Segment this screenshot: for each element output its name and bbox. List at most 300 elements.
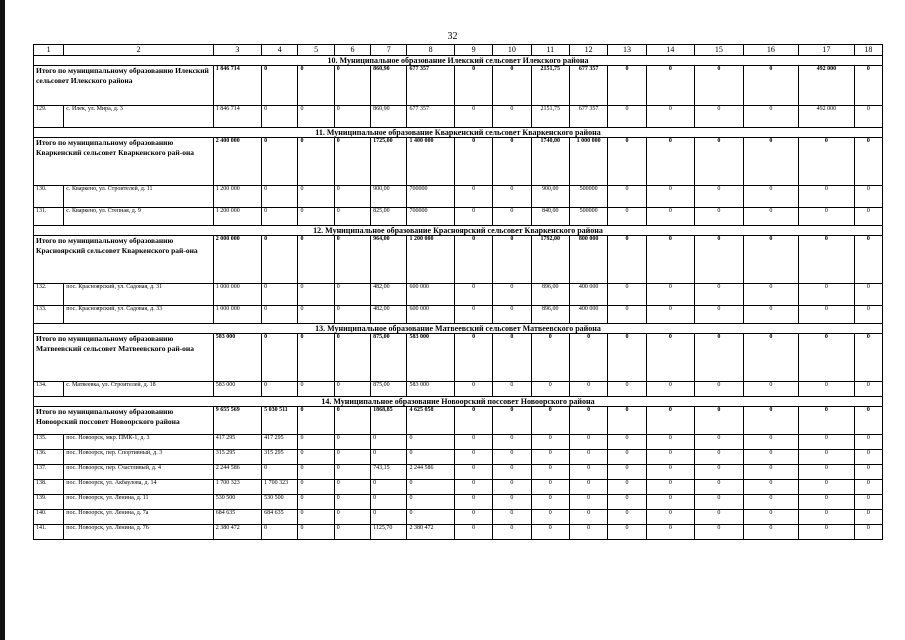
value-cell: 0: [262, 525, 298, 540]
total-value: 1 846 714: [213, 66, 261, 106]
value-cell: 0: [298, 435, 334, 450]
total-value: 5 030 511: [262, 407, 298, 435]
value-cell: 0: [854, 510, 882, 525]
total-label: Итого по муниципальному образованию Матвеевский сельсовет Матвеевского рай-она: [34, 334, 214, 382]
total-value: 0: [334, 334, 370, 382]
value-cell: 700000: [407, 186, 454, 208]
value-cell: 0: [646, 525, 694, 540]
value-cell: 0: [493, 186, 531, 208]
total-value: 1725,00: [371, 138, 407, 186]
value-cell: 0: [334, 525, 370, 540]
section-total-row: [34, 407, 883, 435]
value-cell: 0: [646, 208, 694, 226]
value-cell: 500000: [569, 186, 607, 208]
value-cell: 0: [646, 480, 694, 495]
value-cell: 0: [493, 450, 531, 465]
value-cell: 0: [493, 435, 531, 450]
value-cell: 0: [854, 525, 882, 540]
value-cell: 0: [334, 306, 370, 324]
value-cell: 0: [646, 495, 694, 510]
value-cell: 0: [334, 106, 370, 128]
section-total-row: [34, 236, 883, 284]
value-cell: 0: [743, 306, 799, 324]
value-cell: 0: [262, 106, 298, 128]
budget-table: [33, 44, 883, 540]
value-cell: 0: [531, 450, 569, 465]
section-heading-row: [34, 56, 883, 66]
value-cell: 0: [298, 306, 334, 324]
value-cell: 0: [334, 284, 370, 306]
section-heading-row: [34, 226, 883, 236]
value-cell: 0: [799, 450, 855, 465]
total-value: 875,00: [371, 334, 407, 382]
total-value: 0: [608, 334, 646, 382]
section-total-row: [34, 66, 883, 106]
total-value: 0: [334, 66, 370, 106]
value-cell: 0: [493, 495, 531, 510]
value-cell: 0: [407, 450, 454, 465]
value-cell: 0: [454, 186, 492, 208]
value-cell: 743,15: [371, 465, 407, 480]
total-value: 0: [646, 236, 694, 284]
total-value: 0: [646, 66, 694, 106]
value-cell: 0: [646, 450, 694, 465]
value-cell: 0: [799, 480, 855, 495]
value-cell: 0: [454, 450, 492, 465]
value-cell: 0: [493, 382, 531, 397]
value-cell: 0: [854, 450, 882, 465]
total-value: 0: [646, 138, 694, 186]
value-cell: 0: [608, 284, 646, 306]
address-cell: пос. Новоорск, ул. Ленина, д. 7а: [64, 510, 213, 525]
value-cell: 0: [569, 480, 607, 495]
total-value: 0: [743, 138, 799, 186]
total-value: 492 000: [799, 66, 855, 106]
value-cell: 0: [854, 106, 882, 128]
building-row: [34, 450, 883, 465]
value-cell: 0: [334, 510, 370, 525]
value-cell: 0: [743, 435, 799, 450]
value-cell: 0: [454, 106, 492, 128]
value-cell: 0: [743, 186, 799, 208]
total-value: 0: [298, 407, 334, 435]
address-cell: пос. Новоорск, ул. Ленина, д. 76: [64, 525, 213, 540]
value-cell: 417 295: [213, 435, 261, 450]
building-row: [34, 510, 883, 525]
row-number: 137.: [34, 465, 64, 480]
row-number: 134.: [34, 382, 64, 397]
value-cell: 0: [493, 480, 531, 495]
address-cell: пос. Красноярский, ул. Садовая, д. 31: [64, 284, 213, 306]
value-cell: 0: [454, 284, 492, 306]
total-value: 0: [799, 407, 855, 435]
value-cell: 0: [608, 306, 646, 324]
total-value: 1740,00: [531, 138, 569, 186]
building-row: [34, 465, 883, 480]
value-cell: 0: [608, 435, 646, 450]
total-value: 0: [743, 236, 799, 284]
scan-edge-bar: [0, 0, 5, 640]
section-title: 14. Муниципальное образование Новоорский поссовет Новоорского района: [34, 397, 883, 407]
address-cell: пос. Новоорск, мкр. ПМК-1, д. 3: [64, 435, 213, 450]
column-header: 18: [854, 45, 882, 56]
column-header: 17: [799, 45, 855, 56]
value-cell: 0: [454, 465, 492, 480]
value-cell: 0: [608, 495, 646, 510]
value-cell: 0: [454, 480, 492, 495]
total-value: 0: [298, 334, 334, 382]
value-cell: 0: [569, 495, 607, 510]
column-header: 5: [298, 45, 334, 56]
value-cell: 0: [743, 495, 799, 510]
value-cell: 0: [695, 525, 743, 540]
value-cell: 2 380 472: [213, 525, 261, 540]
value-cell: 0: [743, 510, 799, 525]
address-cell: пос. Новоорск, пер. Счастливый, д. 4: [64, 465, 213, 480]
total-value: 0: [454, 334, 492, 382]
value-cell: 0: [531, 495, 569, 510]
total-value: 0: [854, 66, 882, 106]
value-cell: 0: [743, 525, 799, 540]
value-cell: 0: [569, 450, 607, 465]
value-cell: 400 000: [569, 284, 607, 306]
address-cell: пос. Новоорск, пер. Спортивный, д. 3: [64, 450, 213, 465]
value-cell: 0: [531, 382, 569, 397]
column-header: 7: [371, 45, 407, 56]
value-cell: 0: [799, 510, 855, 525]
total-value: 0: [569, 334, 607, 382]
total-value: 0: [695, 138, 743, 186]
building-row: [34, 186, 883, 208]
total-value: 583 000: [407, 334, 454, 382]
address-cell: пос. Красноярский, ул. Садовая, д. 33: [64, 306, 213, 324]
row-number: 140.: [34, 510, 64, 525]
value-cell: 0: [646, 465, 694, 480]
total-value: 0: [298, 66, 334, 106]
value-cell: 0: [608, 510, 646, 525]
value-cell: 0: [371, 450, 407, 465]
value-cell: 0: [569, 465, 607, 480]
value-cell: 530 500: [213, 495, 261, 510]
value-cell: 860,90: [371, 106, 407, 128]
value-cell: 0: [646, 510, 694, 525]
address-cell: с. Кваркено, ул. Строителей, д. 11: [64, 186, 213, 208]
value-cell: 0: [695, 382, 743, 397]
total-value: 0: [454, 66, 492, 106]
value-cell: 492 000: [799, 106, 855, 128]
value-cell: 0: [493, 510, 531, 525]
value-cell: 315 295: [262, 450, 298, 465]
row-number: 132.: [34, 284, 64, 306]
value-cell: 400 000: [569, 306, 607, 324]
value-cell: 684 635: [213, 510, 261, 525]
total-value: 800 000: [569, 236, 607, 284]
total-value: 0: [799, 236, 855, 284]
row-number: 129.: [34, 106, 64, 128]
value-cell: 417 295: [262, 435, 298, 450]
page-number: 32: [447, 31, 458, 42]
total-value: 1792,00: [531, 236, 569, 284]
total-value: 677 357: [407, 66, 454, 106]
value-cell: 0: [854, 382, 882, 397]
value-cell: 900,00: [531, 186, 569, 208]
value-cell: 0: [298, 510, 334, 525]
column-header: 10: [493, 45, 531, 56]
section-heading-row: [34, 324, 883, 334]
building-row: [34, 306, 883, 324]
column-header: 1: [34, 45, 64, 56]
total-value: 0: [262, 334, 298, 382]
total-value: 0: [454, 236, 492, 284]
value-cell: 900,00: [371, 186, 407, 208]
value-cell: 0: [407, 495, 454, 510]
total-value: 0: [262, 138, 298, 186]
value-cell: 0: [608, 186, 646, 208]
row-number: 131.: [34, 208, 64, 226]
value-cell: 0: [493, 525, 531, 540]
value-cell: 0: [454, 510, 492, 525]
value-cell: 0: [608, 525, 646, 540]
total-value: 2 000 000: [213, 236, 261, 284]
value-cell: 0: [493, 106, 531, 128]
column-header: 16: [743, 45, 799, 56]
column-header: 14: [646, 45, 694, 56]
value-cell: 0: [854, 284, 882, 306]
total-value: 0: [608, 66, 646, 106]
total-value: 0: [854, 334, 882, 382]
total-value: 0: [493, 334, 531, 382]
total-value: 0: [298, 138, 334, 186]
value-cell: 0: [262, 186, 298, 208]
value-cell: 1 700 323: [262, 480, 298, 495]
total-label: Итого по муниципальному образованию Илекский сельсовет Илекского района: [34, 66, 214, 106]
total-value: 1 000 000: [569, 138, 607, 186]
total-value: 4 625 058: [407, 407, 454, 435]
value-cell: 1 200 000: [213, 208, 261, 226]
value-cell: 0: [262, 465, 298, 480]
row-number: 135.: [34, 435, 64, 450]
section-total-row: [34, 138, 883, 186]
value-cell: 0: [799, 186, 855, 208]
value-cell: 0: [695, 435, 743, 450]
total-value: 0: [334, 138, 370, 186]
row-number: 141.: [34, 525, 64, 540]
value-cell: 0: [531, 465, 569, 480]
value-cell: 2 244 586: [407, 465, 454, 480]
value-cell: 0: [334, 208, 370, 226]
total-value: 0: [743, 66, 799, 106]
value-cell: 0: [608, 208, 646, 226]
value-cell: 0: [695, 284, 743, 306]
total-value: 0: [646, 334, 694, 382]
value-cell: 0: [695, 186, 743, 208]
total-value: 1 200 000: [407, 236, 454, 284]
value-cell: 896,00: [531, 284, 569, 306]
value-cell: 0: [298, 495, 334, 510]
column-header: 15: [695, 45, 743, 56]
total-value: 0: [608, 407, 646, 435]
column-header: 8: [407, 45, 454, 56]
value-cell: 0: [493, 208, 531, 226]
value-cell: 2 244 586: [213, 465, 261, 480]
value-cell: 2151,75: [531, 106, 569, 128]
total-value: 0: [493, 236, 531, 284]
value-cell: 0: [454, 382, 492, 397]
total-value: 0: [262, 66, 298, 106]
value-cell: 0: [799, 435, 855, 450]
value-cell: 0: [334, 186, 370, 208]
section-title: 13. Муниципальное образование Матвеевский сельсовет Матвеевского района: [34, 324, 883, 334]
value-cell: 0: [371, 480, 407, 495]
total-value: 0: [608, 236, 646, 284]
value-cell: 0: [454, 525, 492, 540]
value-cell: 0: [334, 495, 370, 510]
value-cell: 0: [262, 284, 298, 306]
value-cell: 0: [695, 306, 743, 324]
total-value: 0: [695, 236, 743, 284]
total-value: 0: [799, 138, 855, 186]
total-value: 964,00: [371, 236, 407, 284]
value-cell: 0: [454, 435, 492, 450]
value-cell: 0: [799, 284, 855, 306]
value-cell: 0: [569, 435, 607, 450]
value-cell: 0: [454, 208, 492, 226]
value-cell: 0: [334, 435, 370, 450]
value-cell: 0: [608, 480, 646, 495]
total-value: 0: [334, 236, 370, 284]
value-cell: 0: [298, 450, 334, 465]
row-number: 136.: [34, 450, 64, 465]
value-cell: 0: [646, 106, 694, 128]
total-value: 0: [298, 236, 334, 284]
value-cell: 840,00: [531, 208, 569, 226]
value-cell: 0: [646, 284, 694, 306]
building-row: [34, 495, 883, 510]
value-cell: 0: [531, 525, 569, 540]
value-cell: 0: [608, 450, 646, 465]
value-cell: 0: [608, 465, 646, 480]
value-cell: 0: [743, 284, 799, 306]
value-cell: 0: [262, 382, 298, 397]
total-value: 0: [743, 407, 799, 435]
row-number: 139.: [34, 495, 64, 510]
value-cell: 0: [334, 480, 370, 495]
value-cell: 600 000: [407, 306, 454, 324]
value-cell: 482,00: [371, 284, 407, 306]
value-cell: 0: [298, 382, 334, 397]
value-cell: 0: [743, 106, 799, 128]
value-cell: 0: [854, 495, 882, 510]
value-cell: 0: [695, 510, 743, 525]
total-value: 0: [454, 407, 492, 435]
value-cell: 0: [854, 186, 882, 208]
value-cell: 0: [262, 306, 298, 324]
value-cell: 0: [799, 208, 855, 226]
address-cell: с. Илек, ул. Мира, д. 3: [64, 106, 213, 128]
value-cell: 0: [298, 284, 334, 306]
value-cell: 0: [298, 186, 334, 208]
value-cell: 1 200 000: [213, 186, 261, 208]
column-header: 11: [531, 45, 569, 56]
total-value: 0: [695, 407, 743, 435]
total-value: 0: [695, 66, 743, 106]
building-row: [34, 284, 883, 306]
value-cell: 0: [743, 208, 799, 226]
total-value: 860,90: [371, 66, 407, 106]
value-cell: 0: [646, 382, 694, 397]
section-title: 12. Муниципальное образование Красноярский сельсовет Кваркенского района: [34, 226, 883, 236]
address-cell: пос. Новоорск, ул. Ленина, д. 11: [64, 495, 213, 510]
building-row: [34, 382, 883, 397]
value-cell: 1 000 000: [213, 284, 261, 306]
total-value: 0: [454, 138, 492, 186]
value-cell: 0: [799, 495, 855, 510]
value-cell: 700000: [407, 208, 454, 226]
value-cell: 0: [493, 284, 531, 306]
value-cell: 583 000: [407, 382, 454, 397]
total-value: 0: [608, 138, 646, 186]
total-value: 0: [493, 138, 531, 186]
building-row: [34, 208, 883, 226]
value-cell: 0: [493, 465, 531, 480]
value-cell: 0: [371, 495, 407, 510]
total-value: 0: [531, 334, 569, 382]
total-value: 1 400 000: [407, 138, 454, 186]
total-value: 1868,85: [371, 407, 407, 435]
value-cell: 0: [298, 208, 334, 226]
value-cell: 0: [569, 525, 607, 540]
section-heading-row: [34, 128, 883, 138]
total-value: 0: [854, 138, 882, 186]
value-cell: 0: [298, 465, 334, 480]
value-cell: 315 295: [213, 450, 261, 465]
value-cell: 0: [371, 435, 407, 450]
table-body: [34, 45, 883, 540]
value-cell: 0: [799, 525, 855, 540]
total-value: 0: [646, 407, 694, 435]
value-cell: 0: [854, 480, 882, 495]
value-cell: 0: [298, 525, 334, 540]
value-cell: 0: [854, 465, 882, 480]
value-cell: 0: [298, 480, 334, 495]
value-cell: 0: [608, 106, 646, 128]
value-cell: 677 357: [569, 106, 607, 128]
value-cell: 0: [799, 306, 855, 324]
building-row: [34, 525, 883, 540]
column-header: 2: [64, 45, 213, 56]
column-header: 4: [262, 45, 298, 56]
value-cell: 0: [695, 465, 743, 480]
total-value: 0: [531, 407, 569, 435]
value-cell: 0: [743, 382, 799, 397]
value-cell: 0: [799, 382, 855, 397]
value-cell: 0: [334, 450, 370, 465]
value-cell: 875,00: [371, 382, 407, 397]
total-value: 0: [695, 334, 743, 382]
value-cell: 0: [531, 480, 569, 495]
column-number-header-row: [34, 45, 883, 56]
value-cell: 600 000: [407, 284, 454, 306]
total-value: 2 400 000: [213, 138, 261, 186]
value-cell: 0: [298, 106, 334, 128]
value-cell: 0: [371, 510, 407, 525]
value-cell: 0: [743, 480, 799, 495]
total-value: 583 000: [213, 334, 261, 382]
value-cell: 0: [407, 435, 454, 450]
value-cell: 0: [646, 186, 694, 208]
value-cell: 1 000 000: [213, 306, 261, 324]
column-header: 3: [213, 45, 261, 56]
